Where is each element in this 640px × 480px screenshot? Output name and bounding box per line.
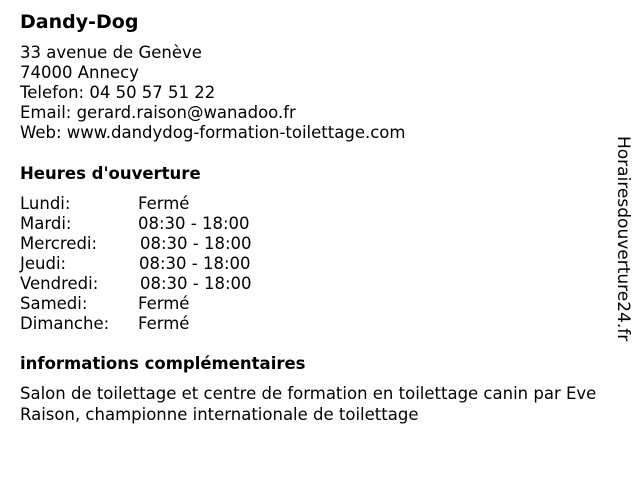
- contact-block: [20, 43, 405, 143]
- hours-value: Fermé: [138, 314, 190, 333]
- day-label: Vendredi:: [20, 274, 99, 293]
- website-text: Web: www.dandydog-formation-toilettage.com: [20, 123, 406, 142]
- day-label: Dimanche:: [20, 314, 110, 333]
- day-label: Samedi:: [20, 294, 88, 313]
- day-label: Jeudi:: [20, 254, 67, 273]
- additional-info-heading: informations complémentaires: [20, 354, 306, 373]
- address-city: 74000 Annecy: [20, 63, 139, 82]
- day-label: Lundi:: [20, 194, 71, 213]
- hours-value: Fermé: [138, 194, 190, 213]
- business-name: Dandy-Dog: [20, 11, 139, 33]
- hours-value: 08:30 - 18:00: [139, 254, 251, 273]
- hours-value: Fermé: [138, 294, 190, 313]
- hours-value: 08:30 - 18:00: [140, 274, 252, 293]
- watermark-text: Horairesdouverture24.fr: [613, 136, 633, 342]
- site-watermark: [611, 136, 635, 346]
- email-text: Email: gerard.raison@wanadoo.fr: [20, 103, 296, 122]
- address-street: 33 avenue de Genève: [20, 43, 202, 62]
- day-label: Mercredi:: [20, 234, 98, 253]
- hours-value: 08:30 - 18:00: [140, 234, 252, 253]
- phone-text: Telefon: 04 50 57 51 22: [20, 83, 216, 102]
- hours-value: 08:30 - 18:00: [138, 214, 250, 233]
- day-label: Mardi:: [20, 214, 72, 233]
- opening-hours-heading: Heures d'ouverture: [20, 164, 201, 183]
- additional-info-text: Salon de toilettage et centre de formation en toilettage canin par Eve Raison, championne internationale de toilettage: [20, 384, 597, 424]
